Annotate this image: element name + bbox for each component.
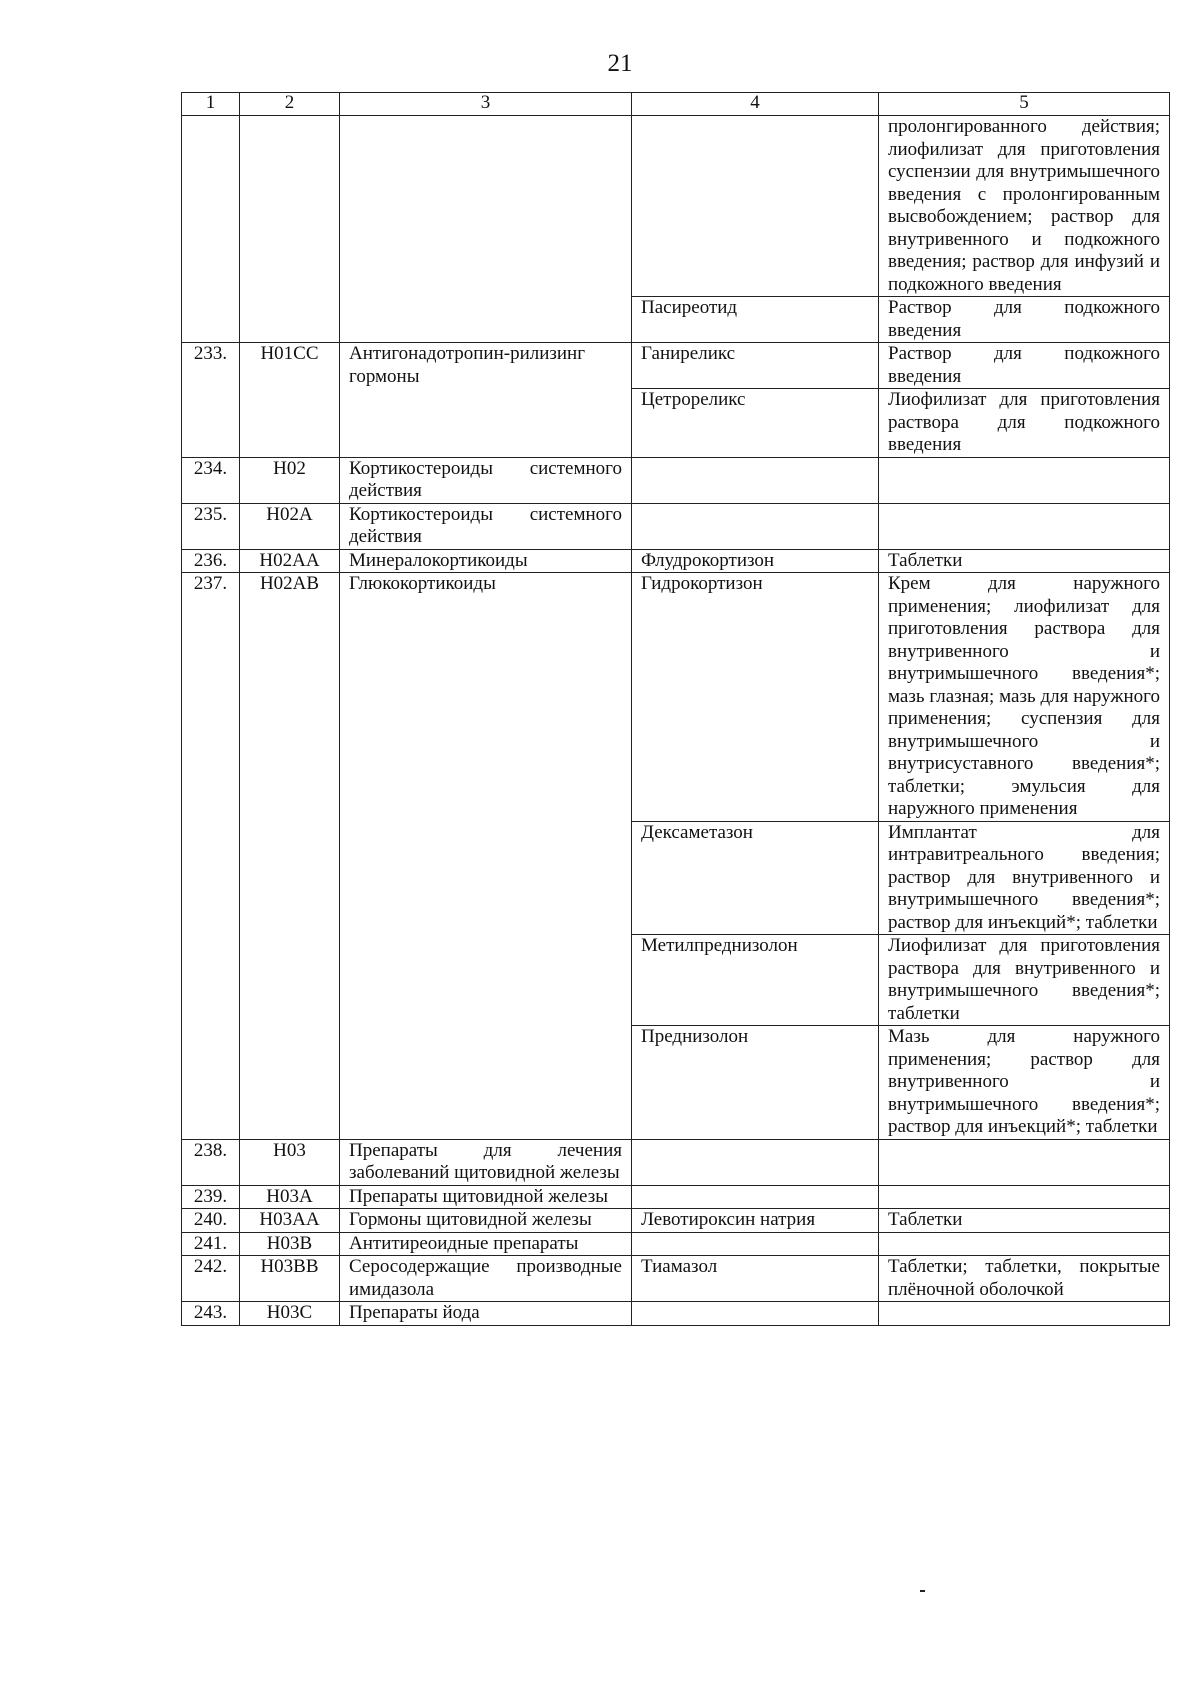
table-row bbox=[182, 573, 1170, 822]
dosage-form: Раствор для подкожного введения bbox=[879, 297, 1170, 343]
atc-code: H03B bbox=[240, 1232, 340, 1256]
dosage-form: Лиофилизат для приготовления раствора для внутривенного и внутримышечного введения*; таблетки bbox=[879, 935, 1170, 1026]
drug-name: Дексаметазон bbox=[632, 821, 879, 935]
row-number bbox=[182, 116, 240, 343]
drug-name: Цетрореликс bbox=[632, 389, 879, 458]
row-number: 236. bbox=[182, 549, 240, 573]
table-row bbox=[182, 116, 1170, 297]
group-name: Препараты йода bbox=[340, 1302, 632, 1326]
column-header-5: 5 bbox=[879, 93, 1170, 116]
table-row bbox=[182, 1232, 1170, 1256]
atc-code: H03A bbox=[240, 1185, 340, 1209]
dosage-form bbox=[879, 1139, 1170, 1185]
dosage-form bbox=[879, 1302, 1170, 1326]
dosage-form bbox=[879, 457, 1170, 503]
table-row bbox=[182, 1209, 1170, 1233]
dosage-form: Раствор для подкожного введения bbox=[879, 343, 1170, 389]
drug-name bbox=[632, 457, 879, 503]
drug-name bbox=[632, 1232, 879, 1256]
scan-mark bbox=[920, 1590, 925, 1592]
drug-name: Гидрокортизон bbox=[632, 573, 879, 822]
table-row bbox=[182, 1256, 1170, 1302]
row-number: 234. bbox=[182, 457, 240, 503]
atc-code: H03 bbox=[240, 1139, 340, 1185]
table-row bbox=[182, 549, 1170, 573]
dosage-form: Имплантат для интравитреального введения; раствор для внутривенного и внутримышечного введения*; раствор для инъекций*; таблетки bbox=[879, 821, 1170, 935]
group-name: Серосодержащие производные имидазола bbox=[340, 1256, 632, 1302]
atc-code: H02AA bbox=[240, 549, 340, 573]
column-header-3: 3 bbox=[340, 93, 632, 116]
row-number: 239. bbox=[182, 1185, 240, 1209]
page-number: 21 bbox=[607, 50, 633, 77]
group-name: Гормоны щитовидной железы bbox=[340, 1209, 632, 1233]
table-row bbox=[182, 457, 1170, 503]
table-header-row bbox=[182, 93, 1170, 116]
column-header-1: 1 bbox=[182, 93, 240, 116]
atc-code: H03AA bbox=[240, 1209, 340, 1233]
atc-code: H03BB bbox=[240, 1256, 340, 1302]
drug-name: Метилпреднизолон bbox=[632, 935, 879, 1026]
atc-code: H01CC bbox=[240, 343, 340, 458]
row-number: 240. bbox=[182, 1209, 240, 1233]
group-name: Кортикостероиды системного действия bbox=[340, 457, 632, 503]
drug-name bbox=[632, 116, 879, 297]
table-row bbox=[182, 1185, 1170, 1209]
row-number: 243. bbox=[182, 1302, 240, 1326]
dosage-form: Лиофилизат для приготовления раствора для подкожного введения bbox=[879, 389, 1170, 458]
dosage-form: Мазь для наружного применения; раствор для внутривенного и внутримышечного введения*; раствор для инъекций*; таблетки bbox=[879, 1026, 1170, 1140]
group-name: Препараты щитовидной железы bbox=[340, 1185, 632, 1209]
row-number: 242. bbox=[182, 1256, 240, 1302]
row-number: 238. bbox=[182, 1139, 240, 1185]
dosage-form: Таблетки; таблетки, покрытые плёночной оболочкой bbox=[879, 1256, 1170, 1302]
group-name: Кортикостероиды системного действия bbox=[340, 503, 632, 549]
dosage-form bbox=[879, 1185, 1170, 1209]
column-header-2: 2 bbox=[240, 93, 340, 116]
drug-name: Преднизолон bbox=[632, 1026, 879, 1140]
group-name: Глюкокортикоиды bbox=[340, 573, 632, 1140]
row-number: 235. bbox=[182, 503, 240, 549]
dosage-form: Крем для наружного применения; лиофилизат для приготовления раствора для внутривенного и внутримышечного введения*; мазь глазная; мазь для наружного применения; суспензия для внутримышечного и внутрисуставного введения*; таблетки; эмульсия для наружного применения bbox=[879, 573, 1170, 822]
group-name: Препараты для лечения заболеваний щитовидной железы bbox=[340, 1139, 632, 1185]
group-name: Минералокортикоиды bbox=[340, 549, 632, 573]
atc-code: H02AB bbox=[240, 573, 340, 1140]
drug-name: Флудрокортизон bbox=[632, 549, 879, 573]
dosage-form: Таблетки bbox=[879, 1209, 1170, 1233]
atc-code: H02 bbox=[240, 457, 340, 503]
drug-name: Пасиреотид bbox=[632, 297, 879, 343]
atc-code: H03C bbox=[240, 1302, 340, 1326]
row-number: 233. bbox=[182, 343, 240, 458]
group-name: Антитиреоидные препараты bbox=[340, 1232, 632, 1256]
drug-table bbox=[181, 92, 1170, 1326]
group-name bbox=[340, 116, 632, 343]
drug-name: Левотироксин натрия bbox=[632, 1209, 879, 1233]
row-number: 241. bbox=[182, 1232, 240, 1256]
atc-code bbox=[240, 116, 340, 343]
drug-name bbox=[632, 503, 879, 549]
table-row bbox=[182, 503, 1170, 549]
drug-name bbox=[632, 1302, 879, 1326]
dosage-form bbox=[879, 503, 1170, 549]
dosage-form: Таблетки bbox=[879, 549, 1170, 573]
drug-name bbox=[632, 1185, 879, 1209]
column-header-4: 4 bbox=[632, 93, 879, 116]
group-name: Антигонадотропин-рилизинг гормоны bbox=[340, 343, 632, 458]
row-number: 237. bbox=[182, 573, 240, 1140]
drug-name: Ганиреликс bbox=[632, 343, 879, 389]
dosage-form bbox=[879, 1232, 1170, 1256]
dosage-form: пролонгированного действия; лиофилизат для приготовления суспензии для внутримышечного введения с пролонгированным высвобождением; раствор для внутривенного и подкожного введения; раствор для инфузий и подкожного введения bbox=[879, 116, 1170, 297]
table-row bbox=[182, 1302, 1170, 1326]
table-row bbox=[182, 1139, 1170, 1185]
table-row bbox=[182, 343, 1170, 389]
drug-name bbox=[632, 1139, 879, 1185]
drug-name: Тиамазол bbox=[632, 1256, 879, 1302]
atc-code: H02A bbox=[240, 503, 340, 549]
